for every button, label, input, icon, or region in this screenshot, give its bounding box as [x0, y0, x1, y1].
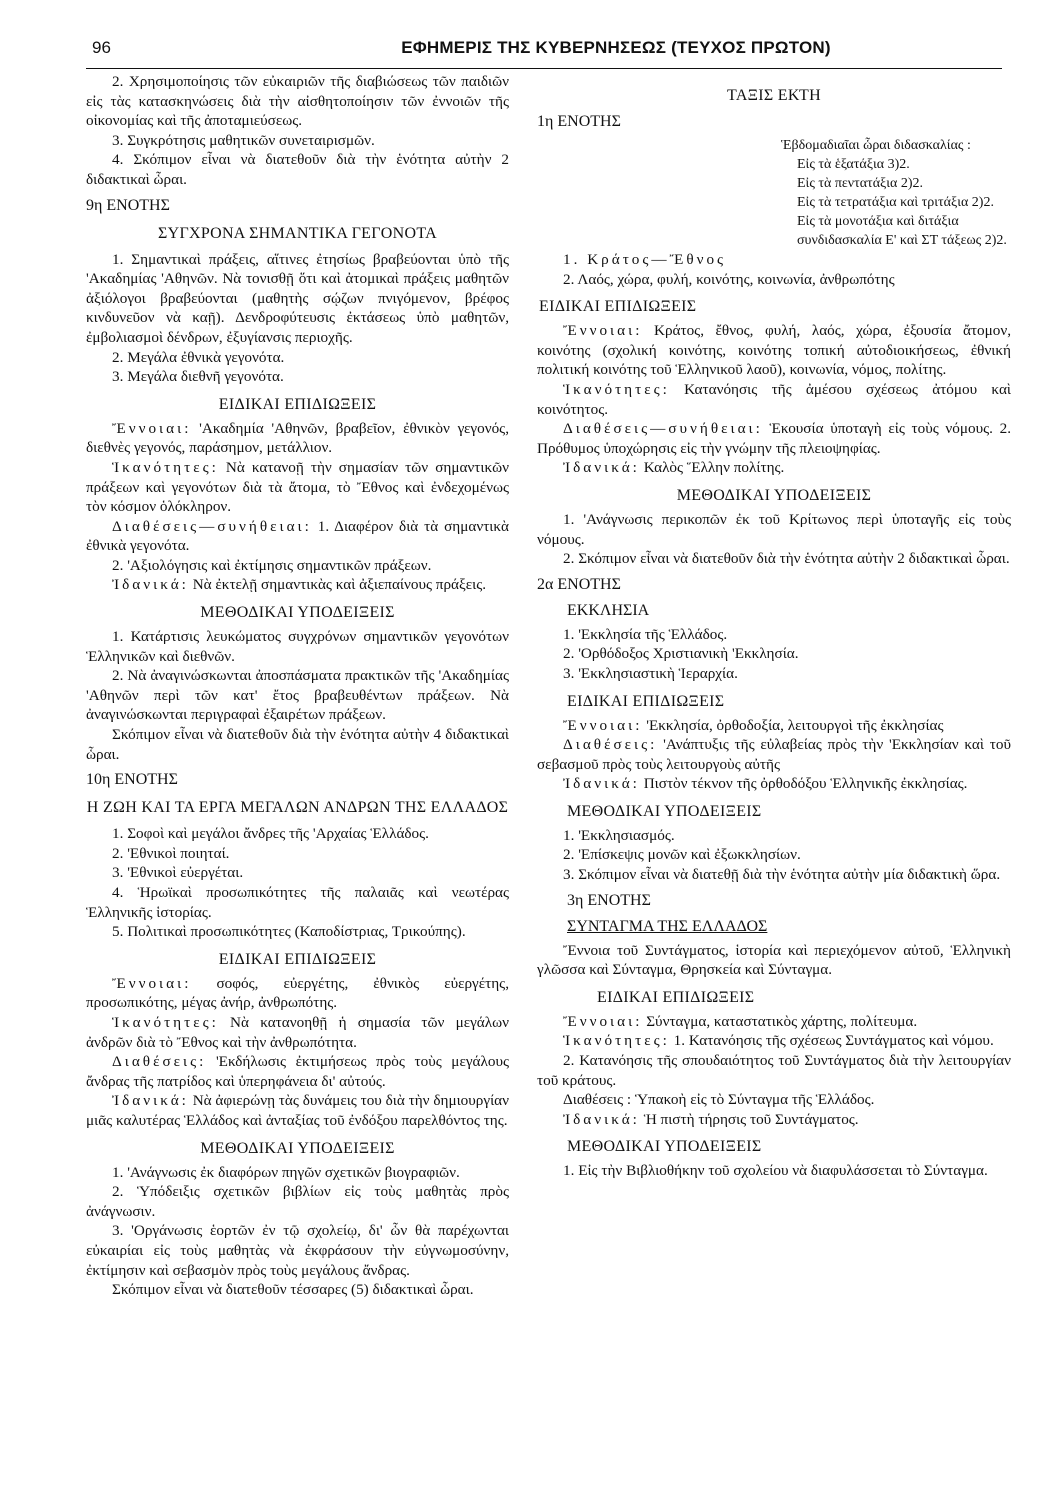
label-dispositions: Διαθέσεις: — [563, 736, 658, 754]
label-concepts: Ἔννοιαι: — [112, 419, 192, 437]
right-column — [537, 72, 1011, 1181]
hours-item: Εἰς τὰ μονοτάξια καὶ διτάξια συνδιδασκαλία Ε' καὶ ΣΤ τάξεως 2)2. — [797, 214, 1007, 248]
text: Νὰ ἐκτελῇ σημαντικὰς καὶ ἀξιεπαίνους πράξεις. — [188, 576, 487, 594]
section-heading-goals: ΕΙΔΙΚΑΙ ΕΠΙΔΙΩΞΕΙΣ — [218, 395, 377, 413]
text: Ἑκουσία ὑποταγὴ εἰς τοὺς νόμους. 2. Πρόθυμος ὑποχώρησις εἰς τὴν γνώμην τῆς πλειοψηφίας. — [537, 420, 1011, 457]
unit-heading-3: 3η ΕΝΟΤΗΣ — [567, 891, 651, 909]
page-number: 96 — [92, 38, 111, 57]
list-item: 2. Σκόπιμον εἶναι νὰ διατεθοῦν διὰ τὴν ἑνότητα αὐτὴν 2 διδακτικαὶ ὧραι. — [563, 550, 1010, 568]
hours-item: Εἰς τὰ ἑξατάξια 3)2. — [797, 157, 910, 172]
label-concepts: Ἔννοιαι: — [563, 716, 643, 734]
list-item: 5. Πολιτικαὶ προσωπικότητες (Καποδίστριας, Τρικούπης). — [112, 923, 466, 941]
text: Πιστὸν τέκνον τῆς ὀρθοδόξου Ἑλληνικῆς ἐκκλησίας. — [639, 775, 968, 793]
label-ideals: Ἰδανικά: — [563, 459, 640, 477]
text: Σύνταγμα, καταστατικὸς χάρτης, πολίτευμα. — [642, 1012, 918, 1030]
paragraph: 3. Μεγάλα διεθνῆ γεγονότα. — [112, 368, 284, 386]
section-heading-methods: ΜΕΘΟΔΙΚΑΙ ΥΠΟΔΕΙΞΕΙΣ — [567, 1138, 762, 1156]
label-concepts: Ἔννοιαι: — [563, 1012, 643, 1030]
paragraph: Ἔννοια τοῦ Συντάγματος, ἱστορία καὶ περιεχόμενον αὐτοῦ, Ἑλληνικὴ γλῶσσα καὶ Σύνταγμα, Θρησκεία καὶ Σύνταγμα. — [537, 941, 1011, 979]
paragraph-concepts — [537, 321, 1011, 380]
list-item: 2. 'Επίσκεψις μονῶν καὶ ἐξωκκλησίων. — [563, 846, 801, 864]
label-concepts: Ἔννοιαι: — [563, 322, 643, 340]
text: Καλὸς Ἕλλην πολίτης. — [639, 459, 785, 477]
hours-intro: Ἑβδομαδιαῖαι ὧραι διδασκαλίας : — [781, 138, 971, 153]
paragraph-concepts — [537, 1012, 1011, 1032]
left-column — [86, 72, 509, 1300]
unit-title-9: ΣΥΓΧΡΟΝΑ ΣΗΜΑΝΤΙΚΑ ΓΕΓΟΝΟΤΑ — [158, 224, 437, 242]
paragraph-ideals — [86, 575, 509, 595]
hours-item: Εἰς τὰ πεντατάξια 2)2. — [797, 176, 924, 191]
list-item — [537, 250, 1011, 270]
label-abilities: Ἱκανότητες: — [112, 1013, 219, 1031]
paragraph: 2. Νὰ ἀναγινώσκωνται ἀποσπάσματα πρακτικῶν τῆς 'Ακαδημίας 'Αθηνῶν περὶ τῶν κατ' ἔτος βραβευθέντων πράξεων. Νὰ ἀναγινώσκωνται περιγραφαὶ ἐξαιρέτων πράξεων. — [86, 667, 509, 724]
list-item: 1. 'Εκκλησία τῆς Ἑλλάδος. — [563, 625, 728, 643]
paragraph-dispositions — [537, 735, 1011, 774]
section-heading-methods: ΜΕΘΟΔΙΚΑΙ ΥΠΟΔΕΙΞΕΙΣ — [200, 604, 395, 622]
text: 'Εκκλησία, ὀρθοδοξία, λειτουργοὶ τῆς ἐκκλησίας — [642, 716, 944, 734]
section-heading-methods: ΜΕΘΟΔΙΚΑΙ ΥΠΟΔΕΙΞΕΙΣ — [567, 802, 762, 820]
text: Κράτος, ἔθνος, φυλή, λαός, χώρα, ἐξουσία ἄτομον, κοινότης (σχολική κοινότης, κοινότης τοπική αὐτοδιοικήσεως, ἐθνική πολιτική κοινότης τοῦ Ἑλληνικοῦ λαοῦ), κοινωνία, νόμος, πολίτης. — [537, 322, 1011, 379]
list-item: 3. 'Οργάνωσις ἑορτῶν ἐν τῷ σχολείῳ, δι' ὧν θὰ παρέχωνται εὐκαιρίαι εἰς τοὺς μαθητὰς νὰ ἐκφράσουν τὴν εὐγνωμοσύνην, ἐκτίμησιν καὶ σεβασμὸν πρὸς τοὺς μεγάλους ἄνδρας. — [86, 1222, 509, 1279]
label-dispositions: Διαθέσεις—συνήθειαι: — [563, 420, 763, 438]
list-item: 2. Ὑπόδειξις σχετικῶν βιβλίων εἰς τοὺς μαθητὰς πρὸς ἀνάγνωσιν. — [86, 1183, 509, 1220]
text: 1. Διαφέρον διὰ τὰ σημαντικὰ ἐθνικὰ γεγονότα. — [86, 517, 509, 555]
label-dispositions: Διαθέσεις—συνήθειαι: — [112, 517, 312, 535]
text: Νὰ κατανοηθῇ ἡ σημασία τῶν μεγάλων ἀνδρῶν διὰ τὸ Ἔθνος καὶ τὴν ἀνθρωπότητα. — [86, 1013, 509, 1051]
text: Ἡ πιστὴ τήρησις τοῦ Συντάγματος. — [639, 1110, 859, 1128]
paragraph-concepts — [537, 716, 1011, 736]
list-item: 3. 'Εκκλησιαστικὴ Ἱεραρχία. — [563, 664, 738, 682]
weekly-hours-block — [537, 136, 1011, 250]
list-item: 2. Λαός, χώρα, φυλή, κοινότης, κοινωνία, ἀνθρωπότης — [563, 270, 895, 288]
label-ideals: Ἰδανικά: — [563, 775, 640, 793]
text: Νὰ ἀφιερώνῃ τὰς δυνάμεις του διὰ τὴν δημιουργίαν μιᾶς καλυτέρας Ἑλλάδος καὶ ἀνταξίας τοῦ ἐνδόξου παρελθόντος της. — [86, 1092, 509, 1129]
paragraph: 2. Μεγάλα ἐθνικὰ γεγονότα. — [112, 348, 285, 366]
paragraph-ideals — [537, 774, 1011, 794]
text: Κατανόησις τῆς ἀμέσου σχέσεως ἀτόμου καὶ κοινότητος. — [537, 380, 1011, 418]
section-heading-goals: ΕΙΔΙΚΑΙ ΕΠΙΔΙΩΞΕΙΣ — [218, 950, 377, 968]
section-heading-methods: ΜΕΘΟΔΙΚΑΙ ΥΠΟΔΕΙΞΕΙΣ — [200, 1139, 395, 1157]
paragraph: 2. Κατανόησις τῆς σπουδαιότητος τοῦ Συντάγματος διὰ τὴν λειτουργίαν τοῦ κράτους. — [537, 1052, 1011, 1089]
section-heading-goals: ΕΙΔΙΚΑΙ ΕΠΙΔΙΩΞΕΙΣ — [567, 692, 725, 710]
unit-heading-10: 10η ΕΝΟΤΗΣ — [86, 771, 178, 789]
paragraph: 1. Σημαντικαὶ πράξεις, αἵτινες ἐτησίως βραβεύονται ὑπὸ τῆς 'Ακαδημίας 'Αθηνῶν. Νὰ τονισθῇ ὅτι καὶ ἀτομικαὶ πράξεις μαθητῶν ἀξιόλογοι βραβεύονται (μαθητὴς σῴζων πνιγόμενον, βρέφος κινδυνεῦον νὰ καῇ). Δενδροφύτευσις ἐκτάσεως ὑπὸ μαθητῶν, ἐμβολιασμοὶ δένδρων, ἐξυγίανσις περιοχῆς. — [86, 250, 509, 346]
unit-heading-9: 9η ΕΝΟΤΗΣ — [86, 196, 170, 214]
paragraph: 4. Σκόπιμον εἶναι νὰ διατεθοῦν διὰ τὴν ἑνότητα αὐτὴν 2 διδακτικαὶ ὧραι. — [86, 151, 509, 188]
text: 'Εκδήλωσις ἐκτιμήσεως πρὸς τοὺς μεγάλους ἄνδρας τῆς πατρίδος καὶ ὑπερηφάνεια δι' αὐτούς. — [86, 1053, 509, 1090]
paragraph-abilities — [86, 1013, 509, 1052]
text: 'Ακαδημία 'Αθηνῶν, βραβεῖον, ἐθνικὸν γεγονός, διεθνὲς γεγονός, παράσημον, μετάλλιον. — [86, 419, 509, 457]
gazette-title: ΕΦΗΜΕΡΙΣ ΤΗΣ ΚΥΒΕΡΝΗΣΕΩΣ (ΤΕΥΧΟΣ ΠΡΩΤΟΝ) — [401, 38, 831, 57]
list-item: 1. Εἰς τὴν Βιβλιοθήκην τοῦ σχολείου νὰ διαφυλάσσεται τὸ Σύνταγμα. — [563, 1162, 988, 1180]
text: σοφός, εὐεργέτης, ἐθνικὸς εὐεργέτης, προσωπικότης, μέγας ἀνήρ, ἀνθρωπότης. — [86, 974, 509, 1012]
paragraph-ideals — [86, 1091, 509, 1130]
label-ideals: Ἰδανικά: — [563, 1110, 640, 1128]
section-heading-methods: ΜΕΘΟΔΙΚΑΙ ΥΠΟΔΕΙΞΕΙΣ — [676, 486, 872, 504]
text: Νὰ κατανοῇ τὴν σημασίαν τῶν σημαντικῶν πράξεων καὶ γεγονότων διὰ τὰ ἄτομα, τὸ Ἔθνος καὶ ἐνδεχομένως τὸν κόσμον ὁλόκληρον. — [86, 458, 509, 516]
unit-heading-2: 2α ΕΝΟΤΗΣ — [537, 575, 621, 593]
label-concepts: Ἔννοιαι: — [112, 974, 192, 992]
unit-title-2: ΕΚΚΛΗΣΙΑ — [567, 601, 650, 619]
paragraph-abilities — [537, 1031, 1011, 1051]
list-item: 3. Σκόπιμον εἶναι νὰ διατεθῇ διὰ τὴν ἑνότητα αὐτὴν μία διδακτικὴ ὥρα. — [563, 866, 1001, 884]
label-ideals: Ἰδανικά: — [112, 1092, 189, 1110]
section-heading-goals: ΕΙΔΙΚΑΙ ΕΠΙΔΙΩΞΕΙΣ — [539, 298, 697, 316]
paragraph: 1. Κατάρτισις λευκώματος συγχρόνων σημαντικῶν γεγονότων Ἑλληνικῶν καὶ διεθνῶν. — [86, 628, 509, 665]
list-item: 1. Σοφοὶ καὶ μεγάλοι ἄνδρες τῆς 'Αρχαίας Ἑλλάδος. — [112, 825, 429, 843]
paragraph-dispositions: Διαθέσεις : Ὑπακοὴ εἰς τὸ Σύνταγμα τῆς Ἑλλάδος. — [563, 1091, 875, 1109]
paragraph-dispositions — [86, 517, 509, 556]
paragraph-abilities — [86, 458, 509, 517]
paragraph-dispositions — [537, 419, 1011, 458]
paragraph-ideals — [537, 1110, 1011, 1130]
unit-title-10: Η ΖΩΗ ΚΑΙ ΤΑ ΕΡΓΑ ΜΕΓΑΛΩΝ ΑΝΔΡΩΝ ΤΗΣ ΕΛΛΑΔΟΣ — [86, 799, 509, 817]
hours-item: Εἰς τὰ τετρατάξια καὶ τριτάξια 2)2. — [797, 195, 994, 210]
paragraph-dispositions — [86, 1052, 509, 1091]
paragraph: Σκόπιμον εἶναι νὰ διατεθοῦν διὰ τὴν ἑνότητα αὐτὴν 4 διδακτικαὶ ὧραι. — [86, 726, 509, 763]
label-dispositions: Διαθέσεις: — [112, 1053, 207, 1071]
paragraph-ideals — [537, 458, 1011, 478]
list-item: 3. 'Εθνικοὶ εὐεργέται. — [112, 864, 244, 882]
paragraph: Σκόπιμον εἶναι νὰ διατεθοῦν τέσσαρες (5) διδακτικαὶ ὧραι. — [112, 1281, 474, 1299]
list-item: 2. 'Ορθόδοξος Χριστιανικὴ 'Εκκλησία. — [563, 645, 799, 663]
paragraph: 3. Συγκρότησις μαθητικῶν συνεταιρισμῶν. — [112, 131, 375, 149]
text: 1. Κατανόησις τῆς σχέσεως Συντάγματος καὶ νόμου. — [669, 1032, 994, 1050]
label-abilities: Ἱκανότητες: — [563, 380, 670, 398]
paragraph: 2. Χρησιμοποίησις τῶν εὐκαιριῶν τῆς διαβιώσεως τῶν παιδιῶν εἰς τὰς κατασκηνώσεις διὰ τὴν αἰσθητοποίησιν τῶν ἐννοιῶν τῆς οἰκονομίας καὶ τῆς ἀποταμιεύσεως. — [86, 73, 509, 130]
topic-state-nation: 1. Κράτος—Ἔθνος — [563, 251, 727, 268]
list-item: 1. 'Ανάγνωσις ἐκ διαφόρων πηγῶν σχετικῶν βιογραφιῶν. — [112, 1163, 460, 1181]
section-heading-goals: ΕΙΔΙΚΑΙ ΕΠΙΔΙΩΞΕΙΣ — [597, 988, 755, 1006]
list-item: 2. 'Εθνικοὶ ποιηταί. — [112, 844, 230, 862]
paragraph-concepts — [86, 974, 509, 1013]
paragraph: 2. 'Αξιολόγησις καὶ ἐκτίμησις σημαντικῶν πράξεων. — [112, 556, 432, 574]
label-abilities: Ἱκανότητες: — [563, 1032, 670, 1050]
page-header — [86, 34, 1002, 69]
label-abilities: Ἱκανότητες: — [112, 458, 219, 476]
unit-title-3: ΣΥΝΤΑΓΜΑ ΤΗΣ ΕΛΛΑΔΟΣ — [567, 917, 768, 935]
text: 'Ανάπτυξις τῆς εὐλαβείας πρὸς τὴν 'Εκκλησίαν καὶ τοῦ σεβασμοῦ πρὸς τοὺς λειτουργοὺς αὐτῆς — [537, 736, 1011, 773]
class-heading: ΤΑΞΙΣ ΕΚΤΗ — [727, 87, 821, 104]
unit-heading-1: 1η ΕΝΟΤΗΣ — [537, 113, 621, 130]
paragraph-abilities — [537, 380, 1011, 419]
list-item: 1. 'Ανάγνωσις περικοπῶν ἐκ τοῦ Κρίτωνος περὶ ὑποταγῆς εἰς τοὺς νόμους. — [537, 510, 1011, 548]
list-item: 1. 'Εκκλησιασμός. — [563, 826, 675, 844]
list-item: 4. Ἡρωϊκαὶ προσωπικότητες τῆς παλαιᾶς καὶ νεωτέρας Ἑλληνικῆς ἱστορίας. — [86, 884, 509, 921]
label-ideals: Ἰδανικά: — [112, 576, 189, 594]
paragraph-concepts — [86, 419, 509, 458]
